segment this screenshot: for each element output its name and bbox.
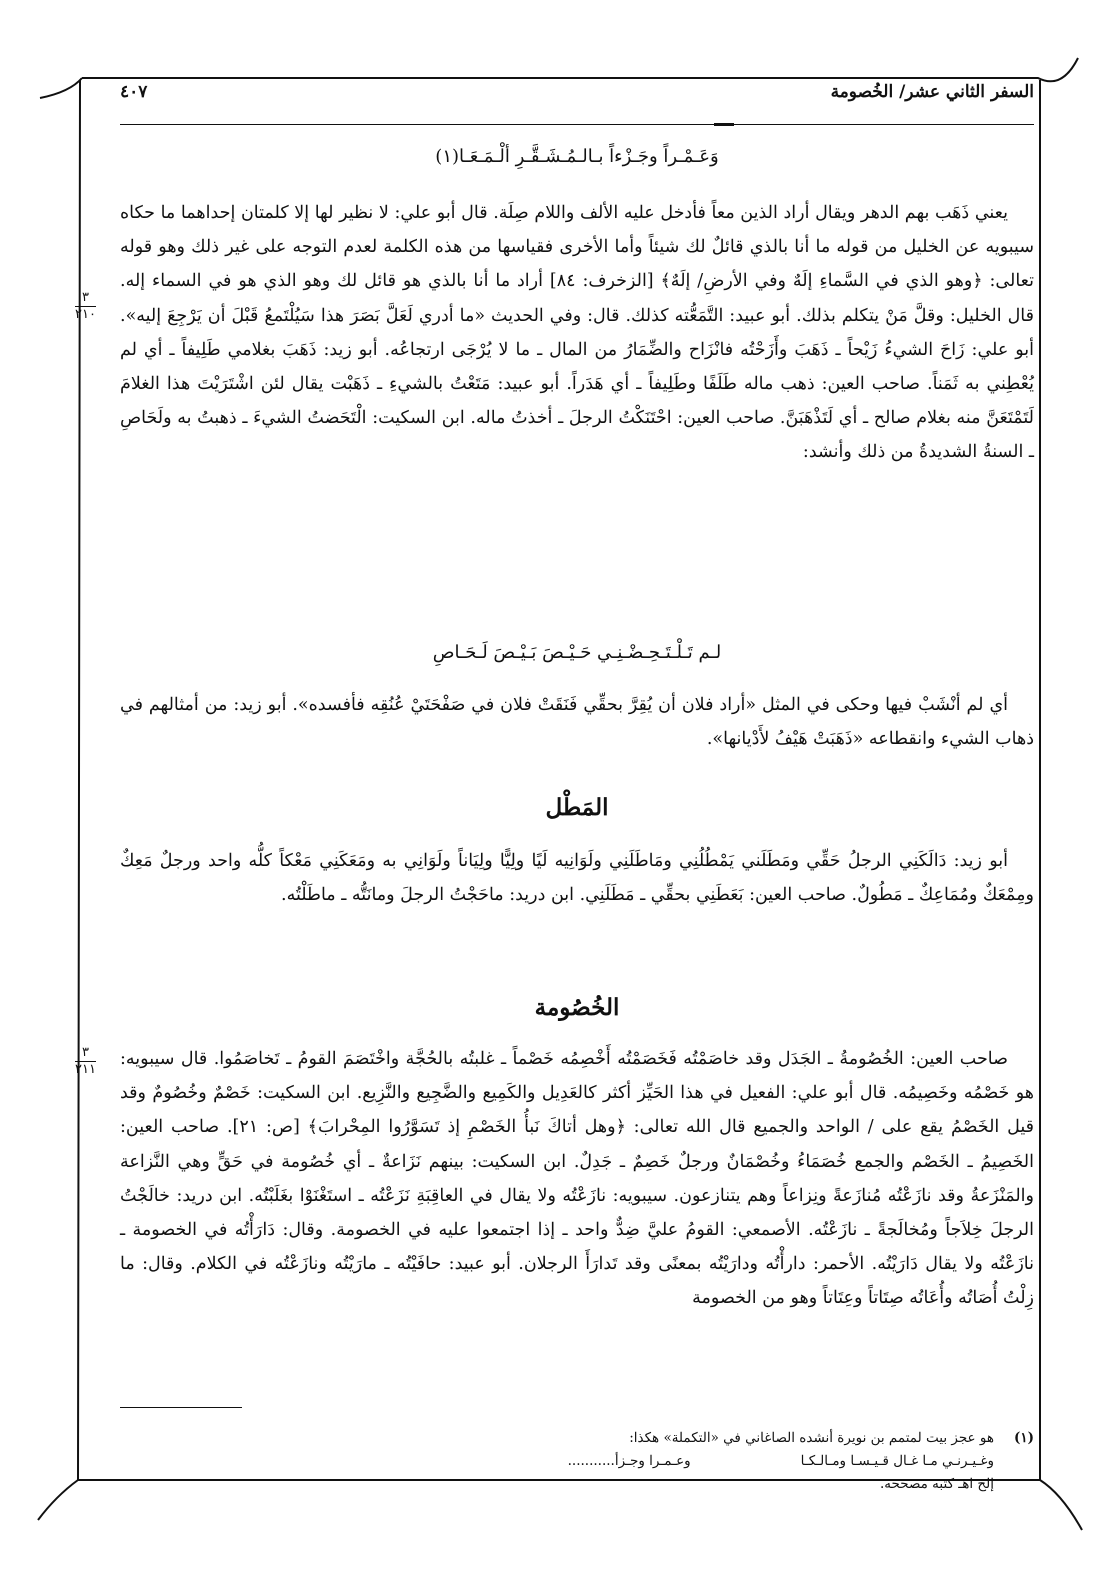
footnote-number: (١) (1013, 1430, 1034, 1446)
running-head-title: السفر الثاني عشر/ الخُصومة (830, 82, 1034, 102)
header-rule (120, 124, 1034, 125)
footnote-verse-second-half: وعـمـرا وجـزأ........... (567, 1453, 691, 1469)
running-header (120, 82, 1034, 102)
section-heading-matl: المَطْل (545, 794, 609, 821)
section-heading-khusuma: الخُصُومة (534, 994, 620, 1021)
margin-note-1-top: ٣ (75, 291, 96, 307)
text-block-4 (120, 1042, 1034, 1316)
page-number: ٤٠٧ (120, 82, 148, 102)
footnote-line-2 (120, 1450, 1034, 1473)
paragraph-2: أي لم أنْشَبْ فيها وحكى في المثل «أراد فلان أن يُقِرَّ بحقِّي فَنَقَتْ فلان في صَفْحَتَيْ عُنُقِه فأفسده». أبو زيد: من أمثالهم في ذهاب الشيء وانقطاعه «ذَهَبَتْ هَيْفُ لأَدْيانها». (120, 695, 1034, 750)
footnote-verse-first-half: وغـيـرنـي مـا غـال قـيـسـا ومـالـكـا (800, 1453, 994, 1469)
verse-line-1: وَعَـمْـراً وجَـزْءاً بـالـمُـشَـقَّـرِ ألْـمَـعَـا(١) (435, 146, 719, 167)
verse-line-2: لـم تَـلْـتَـحِـضْـنِـي حَـيْـصَ بَـيْـصَ لَـحَـاصِ (432, 642, 722, 663)
footnote-rule (120, 1407, 242, 1408)
footnote (120, 1427, 1034, 1496)
margin-note-2 (75, 1046, 96, 1077)
paragraph-1: يعني ذَهَب بهم الدهر ويقال أراد الذين معاً فأدخل عليه الألف واللام صِلَة. قال أبو علي: لا نظير لها إلا كلمتان إحداهما ما حكاه سيبويه عن الخليل من قوله ما أنا بالذي قائلٌ لك شيئاً وأما الأخرى فقياسها من هذه الكلمة لعدم التوجه على غير ذلك وهو قوله تعالى: ﴿وهو الذي في السَّماءِ إلَهٌ وفي الأرضِ/ إلَهٌ﴾ [الزخرف: ٨٤] أراد ما أنا بالذي هو قائل لك وهو الذي هو في السماء إله. قال الخليل: وقلَّ مَنْ يتكلم بذلك. أبو عبيد: التَّمَعُّته كذلك. قال: وفي الحديث «ما أدري لَعَلَّ بَصَرَ هذا سَيُلْتَمعُ قَبْلَ أن يَرْجِعَ إليه». أبو علي: زَاحَ الشيءُ زَيْحاً ـ ذَهَبَ وأَزَحْتُه فانْزَاح والضِّمَارُ من المال ـ ما لا يُرْجَى ارتجاعُه. أبو زيد: ذَهَبَ بغلامي طَلِيفاً ـ أي لم يُعْطِني به ثَمَناً. صاحب العين: ذهب ماله طَلَفًا وطَلِيفاً ـ أي هَدَراً. أبو عبيد: مَتَعْتُ بالشيءِ ـ ذَهَبْت يقال لئن اشْتَرَيْتَ هذا الغلامَ لَتَمْتَعَنَّ منه بغلام صالح ـ أي لَتَذْهَبَنَّ. صاحب العين: احْتَنَكْتُ الرجلَ ـ أخذتُ ماله. ابن السكيت: الْتَحَضتُ الشيءَ ـ ذهبتُ به ولَحَاصِ ـ السنةُ الشديدةُ من ذلك وأنشد: (120, 203, 1034, 463)
paragraph-4: صاحب العين: الخُصُومةُ ـ الجَدَل وقد خاصَمْتُه فَخَصَمْتُه أَخْصِمُه خَصْماً ـ غلبتُه بالحُجَّة واخْتَصَمَ القومُ ـ تَخاصَمُوا. قال سيبويه: هو خَصْمُه وخَصِيمُه. قال أبو علي: الفعيل في هذا الحَيِّز أكثر كالعَدِيل والكَمِيع والضَّجِيع والنَّزِيع. ابن السكيت: خَصْمٌ وخُصُومٌ وقد قيل الخَصْمُ يقع على / الواحد والجميع قال الله تعالى: ﴿وهل أتاكَ نَبأُ الخَصْمِ إذ تَسَوَّرُوا المِحْرابَ﴾ [ص: ٢١]. صاحب العين: الخَصِيمُ ـ الخَصْم والجمع خُصَمَاءُ وخُصْمَانٌ ورجلٌ خَصِمٌ ـ جَدِلٌ. ابن السكيت: بينهم نَزَاعةٌ ـ أي خُصُومة في حَقٍّ وهي النَّزاعة والمَنْزَعةُ وقد نازَعْتُه مُنازَعةً ونِزاعاً وهم يتنازعون. سيبويه: نازَعْتُه ولا يقال في العاقِبَةِ نَزَعْتُه ـ استَغْنَوْا بغَلَبْتُه. ابن دريد: خالَجْتُ الرجلَ خِلاَجاً ومُخالَجةً ـ نازَعْتُه. الأصمعي: القومُ عليَّ ضِدٌّ واحد ـ إذا اجتمعوا عليه في الخصومة. وقال: دَارَأْتُه في الخصومة ـ نازَعْتُه ولا يقال دَارَيْتُه. الأحمر: دارأْتُه ودارَيْتُه بمعنًى وقد تَدارَأَ الرجلان. أبو عبيد: حافَيْتُه ـ مارَيْتُه ونازَعْتُه في الكلام. وقال: ما زِلْتُ أُصَاتُه وأُعَاتُه صِتَاتاً وعِتَاتاً وهو من الخصومة (120, 1049, 1034, 1309)
header-mark (714, 123, 734, 126)
footnote-line-1 (120, 1427, 1034, 1450)
footnote-text-1: هو عجز بيت لمتمم بن نويرة أنشده الصاغاني في «التكملة» هكذا: (629, 1430, 994, 1446)
margin-note-2-bottom: ٢١١ (75, 1062, 96, 1077)
footnote-line-3 (120, 1473, 1034, 1496)
paragraph-3: أبو زيد: دَالَكَنِي الرجلُ حَقِّي ومَطَلَني يَمْطُلُنِي ومَاطَلَنِي ولَوَانِيه لَيًا ولِيًّا ولِيَاناً ولَوَانِي به ومَعَكَنِي مَعْكاً كلُّه واحد ورجلٌ مَعِكٌ ومِمْعَكٌ ومُمَاعِكٌ ـ مَطُولٌ. صاحب العين: بَعَطَنِي بحقِّي ـ مَطَلَنِي. ابن دريد: ماحَجْتُ الرجلَ ومانَتُّه ـ ماطَلْتُه. (120, 851, 1034, 906)
text-block-2 (120, 688, 1034, 756)
text-block-1 (120, 196, 1034, 470)
margin-note-1-bottom: ٢١٠ (75, 307, 96, 322)
footnote-text-3: إلخ اهـ كتبه مصححه. (880, 1476, 994, 1492)
margin-note-2-top: ٣ (75, 1046, 96, 1062)
page-content (120, 82, 1034, 1492)
margin-note-1 (75, 291, 96, 322)
text-block-3 (120, 844, 1034, 912)
